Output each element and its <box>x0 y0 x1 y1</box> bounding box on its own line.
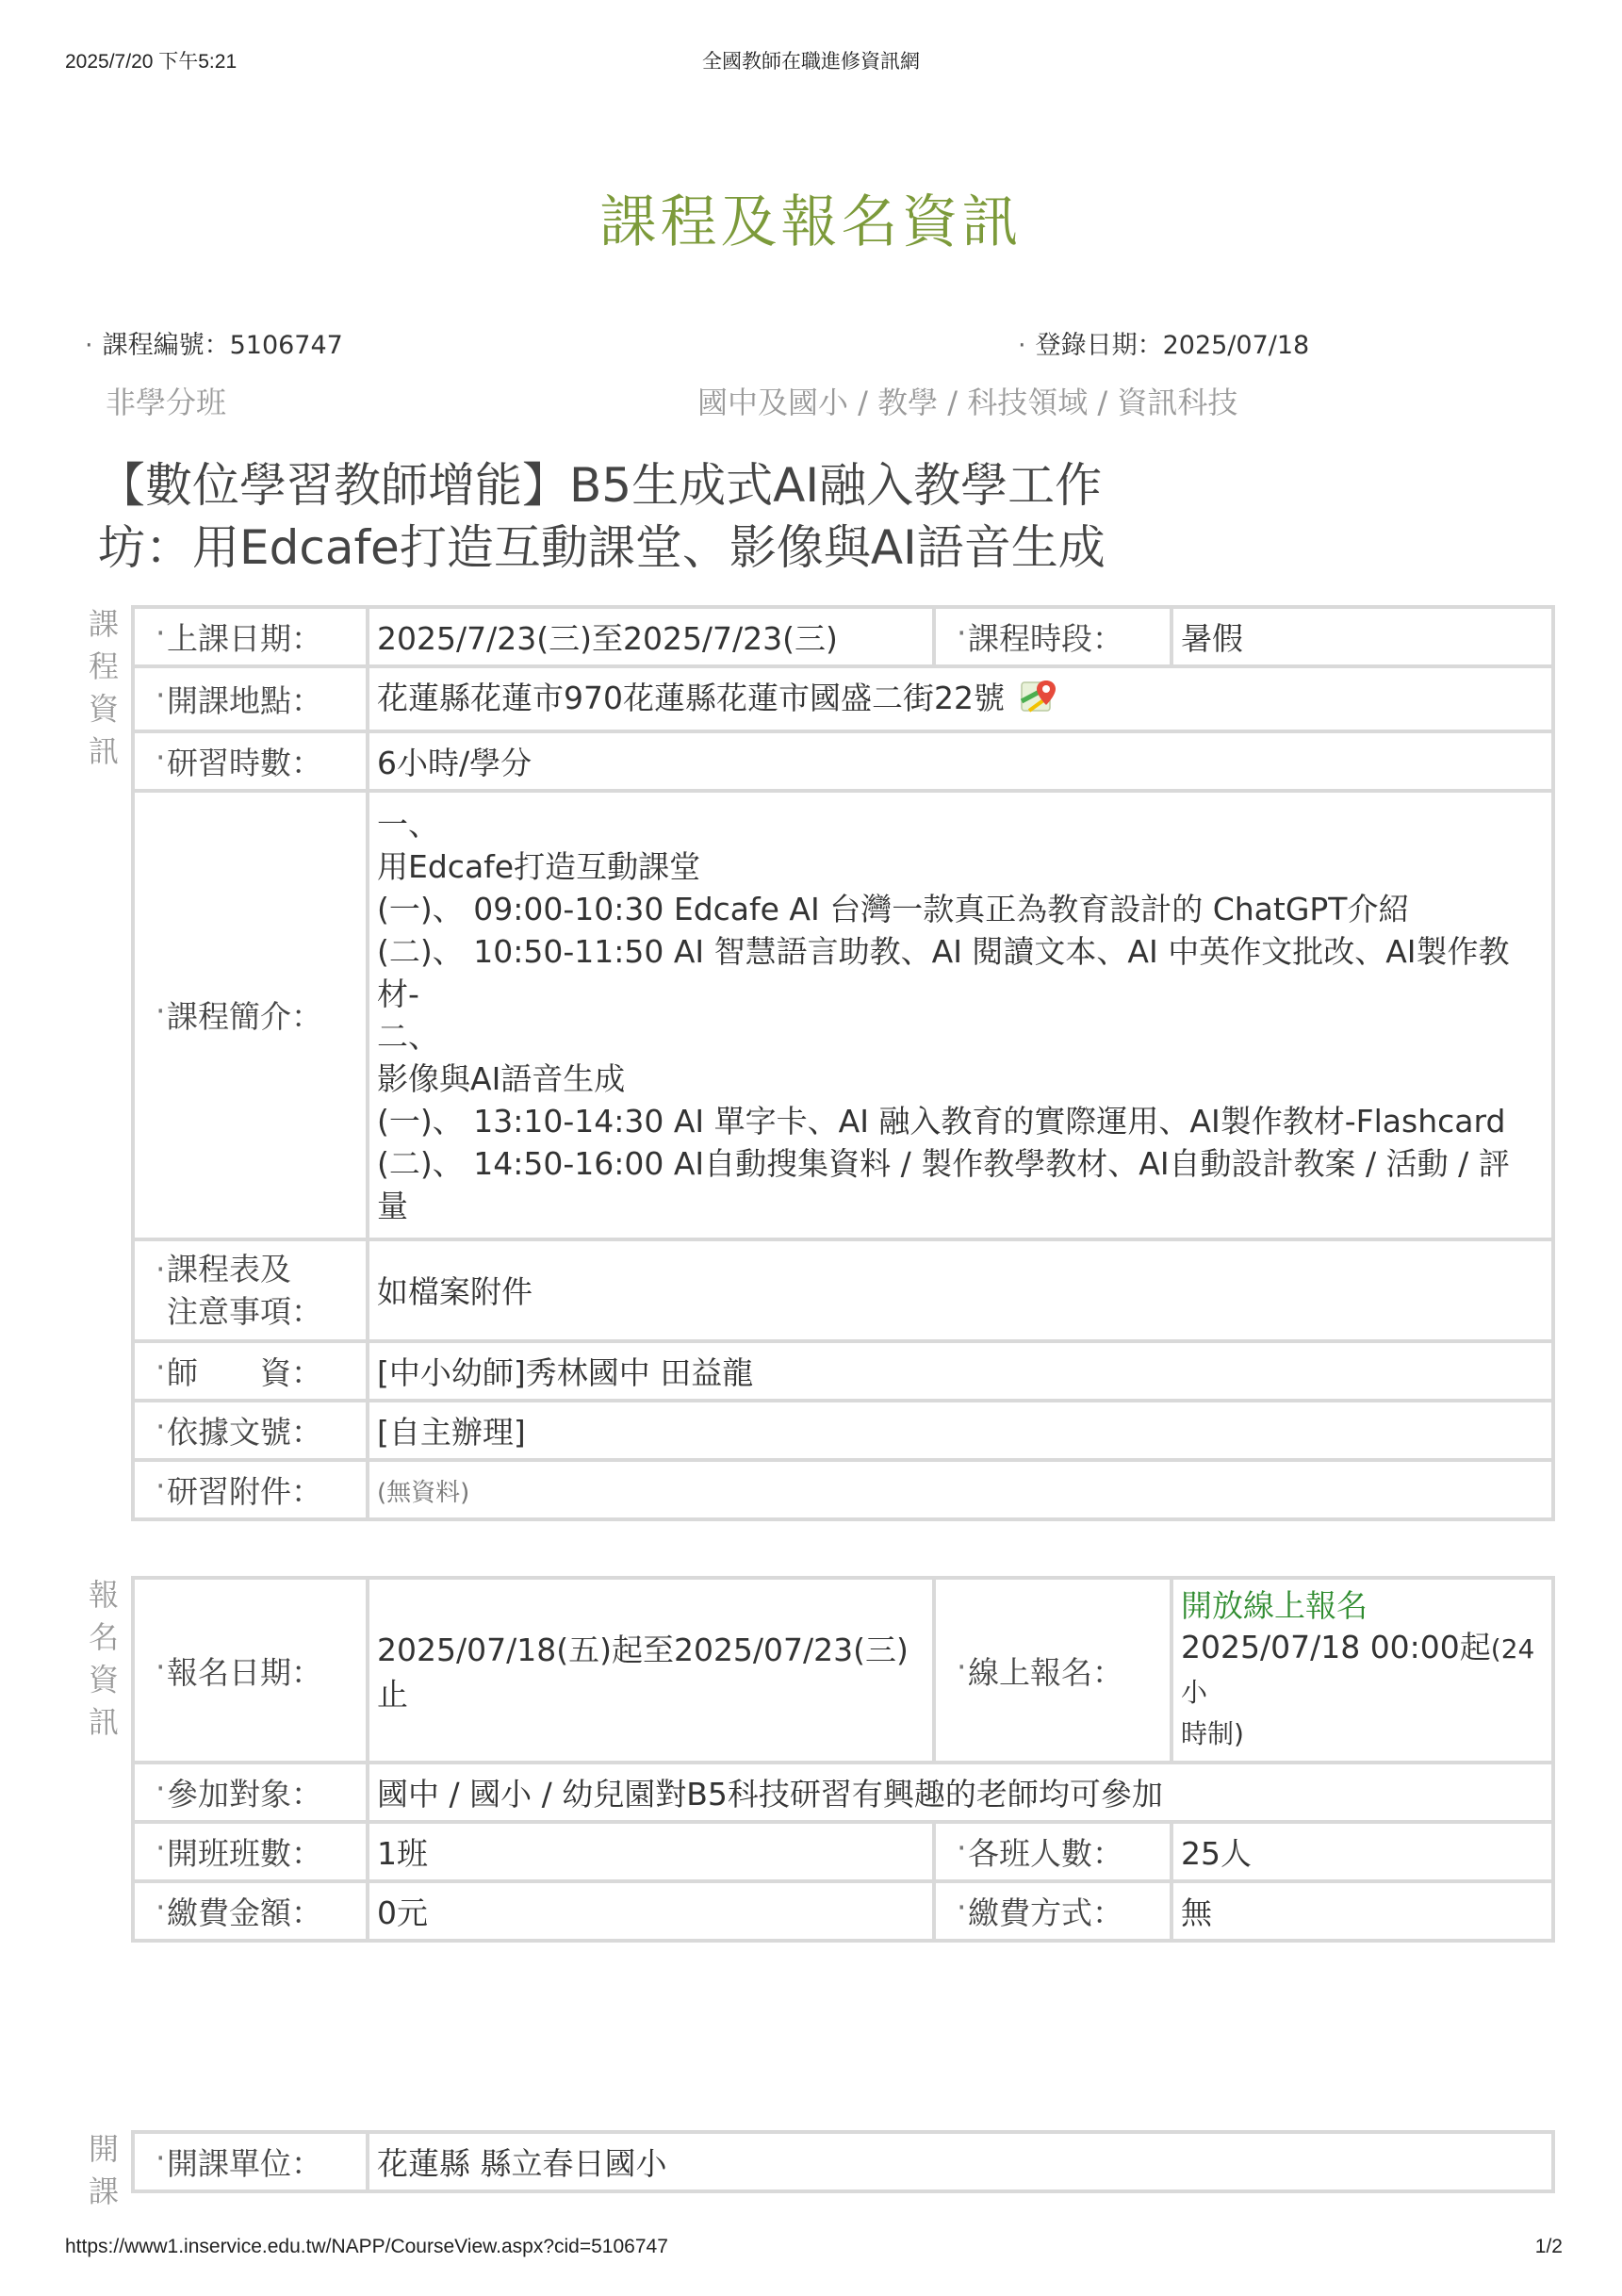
table-row <box>133 1578 1553 1763</box>
course-period-value: 暑假 <box>1171 607 1553 666</box>
online-signup-note: (24小 <box>1181 1633 1535 1708</box>
table-row <box>133 1822 1553 1881</box>
location-value: 花蓮縣花蓮市970花蓮縣花蓮市國盛二街22號 <box>377 680 1005 716</box>
section-label-course-info <box>85 603 123 782</box>
intro-line: 用Edcafe打造互動課堂 <box>377 847 701 885</box>
print-datetime: 2025/7/20 下午5:21 <box>65 51 238 73</box>
table-row <box>133 2132 1553 2191</box>
table-row <box>133 1763 1553 1822</box>
field-label: · 繳費金額： <box>133 1881 368 1941</box>
course-number: · 課程編號：5106747 <box>85 331 343 360</box>
online-signup-time-text: 2025/07/18 00:00起 <box>1181 1629 1491 1665</box>
course-info-table <box>131 605 1555 1521</box>
course-number-text: 課程編號：5106747 <box>102 331 343 360</box>
field-label: · 報名日期： <box>133 1578 368 1763</box>
field-label: · 參加對象： <box>133 1763 368 1822</box>
field-label <box>133 1239 368 1341</box>
print-site-title: 全國教師在職進修資訊網 <box>702 51 920 73</box>
course-date-value: 2025/7/23(三)至2025/7/23(三) <box>368 607 934 666</box>
organizer-unit-value: 花蓮縣 縣立春日國小 <box>368 2132 1553 2191</box>
schedule-value: 如檔案附件 <box>368 1239 1553 1341</box>
map-pin-icon[interactable] <box>1020 677 1059 724</box>
field-label: · 上課日期： <box>133 607 368 666</box>
section-label-text: 課程資訊 <box>88 606 119 769</box>
online-signup-time <box>1181 1627 1544 1714</box>
table-row <box>133 666 1553 731</box>
field-label: · 開課地點： <box>133 666 368 731</box>
course-title-line-1: 【數位學習教師增能】B5生成式AI融入教學工作 <box>98 458 1103 513</box>
teacher-value: [中小幼師]秀林國中 田益龍 <box>368 1341 1553 1401</box>
online-signup-note-2: 時制) <box>1181 1718 1244 1749</box>
field-label: · 開班班數： <box>133 1822 368 1881</box>
course-category: 國中及國小 / 教學 / 科技領域 / 資訊科技 <box>697 385 1238 420</box>
intro-line: 影像與AI語音生成 <box>377 1059 626 1097</box>
class-count-value: 1班 <box>368 1822 934 1881</box>
online-signup-status: 開放線上報名 <box>1181 1587 1368 1624</box>
table-row <box>133 607 1553 666</box>
field-label: · 研習時數： <box>133 731 368 791</box>
table-row <box>133 1881 1553 1941</box>
field-label: · 師 資： <box>133 1341 368 1401</box>
fee-value: 0元 <box>368 1881 934 1941</box>
table-row <box>133 1239 1553 1341</box>
field-label: · 繳費方式： <box>934 1881 1171 1941</box>
field-label: · 各班人數： <box>934 1822 1171 1881</box>
registration-date: · 登錄日期：2025/07/18 <box>1018 331 1310 360</box>
intro-line: 一、 <box>377 805 439 843</box>
payment-method-value: 無 <box>1171 1881 1553 1941</box>
hours-value: 6小時/學分 <box>368 731 1553 791</box>
audience-value: 國中 / 國小 / 幼兒園對B5科技研習有興趣的老師均可參加 <box>368 1763 1553 1822</box>
table-row <box>133 731 1553 791</box>
class-type: 非學分班 <box>106 385 227 420</box>
organizer-table <box>131 2130 1555 2193</box>
attachment-value: (無資料) <box>377 1478 470 1507</box>
schedule-label-line-2: 注意事項： <box>167 1292 322 1330</box>
intro-line: (二)、 10:50-11:50 AI 智慧語言助教、AI 閱讀文本、AI 中英作文批改、AI製作教 <box>377 932 1510 970</box>
intro-line: 材- <box>377 975 419 1012</box>
signup-date-value: 2025/07/18(五)起至2025/07/23(三)止 <box>368 1578 934 1763</box>
print-page-number: 1/2 <box>1534 2236 1563 2257</box>
course-intro <box>368 791 1553 1239</box>
table-row <box>133 1401 1553 1460</box>
registration-date-text: 登錄日期：2025/07/18 <box>1035 331 1310 360</box>
print-url: https://www1.inservice.edu.tw/NAPP/CourseView.aspx?cid=5106747 <box>65 2236 668 2257</box>
section-label-text: 報名資訊 <box>88 1577 119 1740</box>
schedule-label-line-1: · 課程表及 <box>167 1250 291 1287</box>
table-row <box>133 791 1553 1239</box>
class-size-value: 25人 <box>1171 1822 1553 1881</box>
location-cell <box>368 666 1553 731</box>
section-label-text: 開課 <box>88 2131 119 2209</box>
field-label: · 依據文號： <box>133 1401 368 1460</box>
attachment-cell <box>368 1460 1553 1519</box>
field-label: · 課程時段： <box>934 607 1171 666</box>
online-signup-cell <box>1171 1578 1553 1763</box>
basis-value: [自主辦理] <box>368 1401 1553 1460</box>
section-label-organizer <box>85 2128 123 2222</box>
intro-line: (一)、 13:10-14:30 AI 單字卡、AI 融入教育的實際運用、AI製作教材-Flashcard <box>377 1102 1506 1140</box>
course-title-line-2: 坊：用Edcafe打造互動課堂、影像與AI語音生成 <box>98 520 1106 575</box>
page-title: 課程及報名資訊 <box>599 189 1023 255</box>
field-label: · 課程簡介： <box>133 791 368 1239</box>
course-title <box>98 454 1323 579</box>
table-row <box>133 1460 1553 1519</box>
table-row <box>133 1341 1553 1401</box>
field-label: · 研習附件： <box>133 1460 368 1519</box>
field-label: · 線上報名： <box>934 1578 1171 1763</box>
intro-line: 量 <box>377 1187 408 1224</box>
intro-line: (二)、 14:50-16:00 AI自動搜集資料 / 製作教學教材、AI自動設計教案 / 活動 / 評 <box>377 1144 1510 1182</box>
intro-line: 二、 <box>377 1017 439 1055</box>
section-label-signup-info <box>85 1574 123 1753</box>
intro-line: (一)、 09:00-10:30 Edcafe AI 台灣一款真正為教育設計的 ChatGPT介紹 <box>377 890 1410 927</box>
field-label: · 開課單位： <box>133 2132 368 2191</box>
signup-info-table <box>131 1576 1555 1943</box>
